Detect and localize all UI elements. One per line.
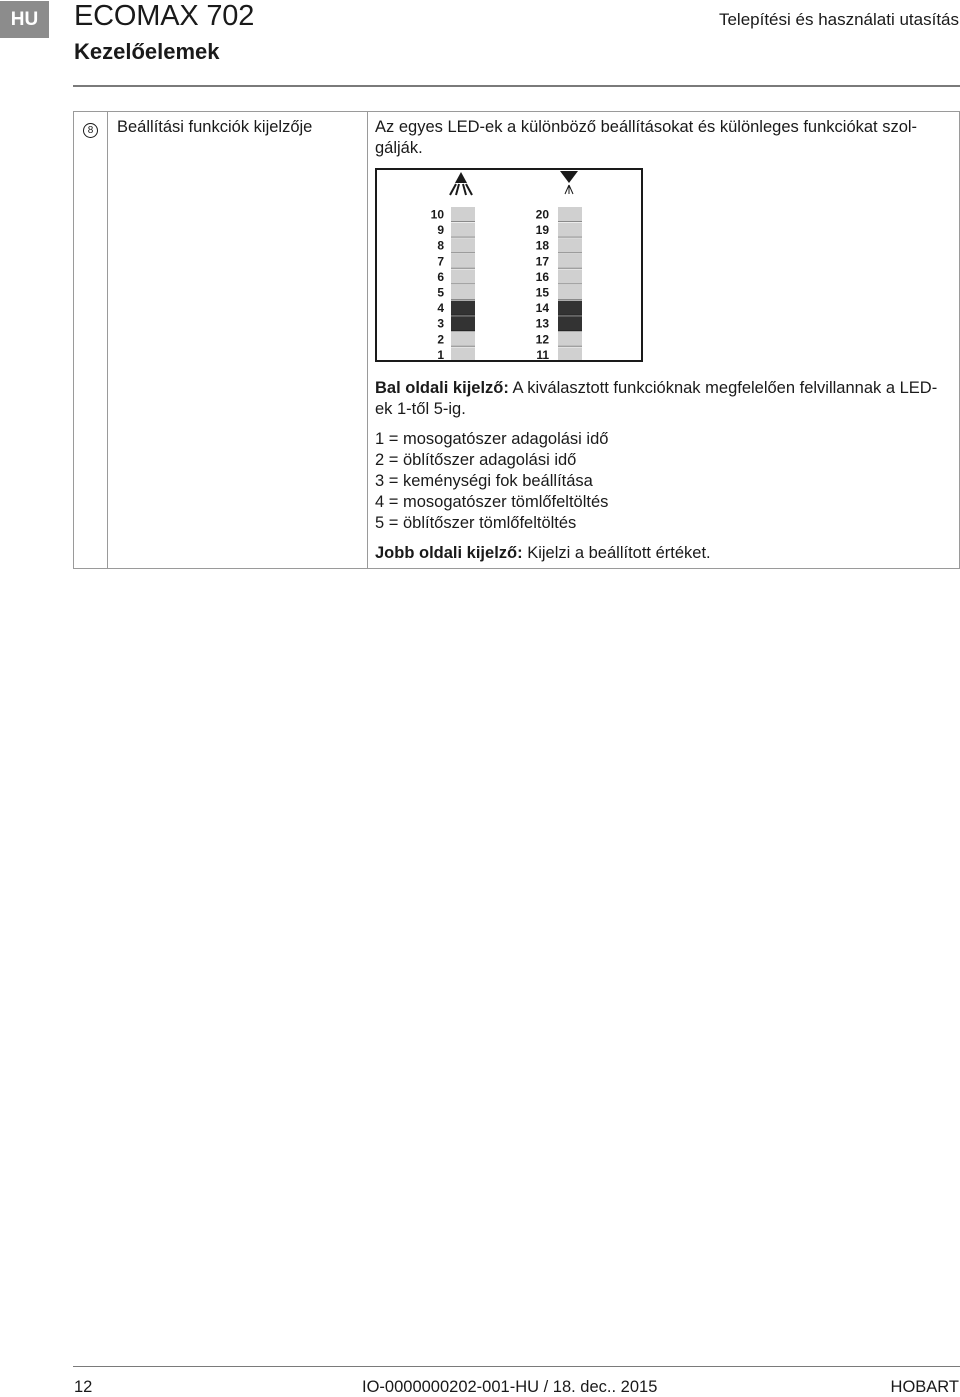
led-label: 3 [437, 316, 444, 331]
led-off [451, 269, 475, 284]
led-off [451, 347, 475, 360]
section-title: Kezelőelemek [74, 39, 220, 64]
right-display-paragraph [375, 543, 951, 564]
led-label: 13 [535, 316, 549, 331]
led-off [558, 238, 582, 253]
right-display-text: Kijelzi a beállított értéket. [522, 544, 711, 562]
led-off [558, 254, 582, 269]
led-on [558, 301, 582, 316]
language-badge: HU [0, 1, 49, 38]
led-off [451, 285, 475, 300]
item-number-cell [74, 112, 108, 569]
led-label: 20 [535, 207, 549, 222]
led-label: 18 [535, 238, 549, 253]
item-description [368, 112, 960, 569]
led-label: 8 [437, 238, 444, 253]
led-label: 11 [536, 347, 549, 360]
led-label: 4 [437, 301, 444, 316]
left-led-column [431, 207, 475, 360]
led-off [558, 223, 582, 238]
led-on [451, 301, 475, 316]
led-label: 7 [437, 254, 444, 269]
item-name: Beállítási funkciók kijelzője [108, 112, 368, 569]
led-off [451, 223, 475, 238]
document-title: ECOMAX 702 [74, 0, 255, 32]
led-off [451, 207, 475, 222]
led-label: 15 [535, 285, 549, 300]
brand-name: HOBART [890, 1378, 959, 1396]
led-label: 9 [437, 223, 444, 238]
function-list [375, 429, 951, 534]
led-display-panel [375, 168, 643, 362]
page-number: 12 [74, 1378, 93, 1396]
led-off [451, 238, 475, 253]
led-label: 1 [437, 347, 444, 360]
led-off [558, 207, 582, 222]
list-item: 1 = mosogatószer adagolási idő [375, 430, 609, 448]
wash-spray-icon [450, 172, 472, 195]
led-off [558, 285, 582, 300]
description-intro: Az egyes LED-ek a különböző beállításokat és különleges funkciókat szol-gálják. [375, 118, 918, 157]
led-label: 6 [437, 269, 444, 284]
item-number: 8 [83, 123, 98, 138]
right-led-column [536, 207, 582, 360]
led-label: 5 [437, 285, 444, 300]
led-label: 2 [437, 332, 444, 347]
right-display-label: Jobb oldali kijelző: [375, 544, 523, 562]
led-label: 12 [535, 332, 549, 347]
controls-table [73, 111, 960, 569]
led-off [451, 254, 475, 269]
table-row [74, 112, 960, 569]
document-id: IO-0000000202-001-HU / 18. dec.. 2015 [362, 1378, 658, 1396]
led-display-graphic [377, 170, 641, 360]
led-on [558, 316, 582, 331]
list-item: 5 = öblítőszer tömlőfeltöltés [375, 514, 577, 532]
header-divider [73, 85, 960, 87]
manual-type-label: Telepítési és használati utasítás [718, 10, 959, 29]
list-item: 4 = mosogatószer tömlőfeltöltés [375, 493, 609, 511]
led-off [558, 269, 582, 284]
list-item: 2 = öblítőszer adagolási idő [375, 451, 577, 469]
led-off [451, 332, 475, 347]
led-on [451, 316, 475, 331]
list-item: 3 = keménységi fok beállítása [375, 472, 593, 490]
led-label: 17 [535, 254, 549, 269]
left-display-text: A kiválasztott funkcióknak megfelelően felvillannak a LED-ek 1-től 5-ig. [375, 379, 938, 418]
left-display-paragraph [375, 378, 951, 420]
led-off [558, 347, 582, 360]
led-label: 16 [535, 269, 549, 284]
led-off [558, 332, 582, 347]
led-label: 14 [535, 301, 549, 316]
led-label: 10 [430, 207, 444, 222]
left-display-label: Bal oldali kijelző: [375, 379, 509, 397]
rinse-spray-icon [560, 171, 578, 194]
led-label: 19 [535, 223, 549, 238]
footer-divider [73, 1366, 960, 1367]
